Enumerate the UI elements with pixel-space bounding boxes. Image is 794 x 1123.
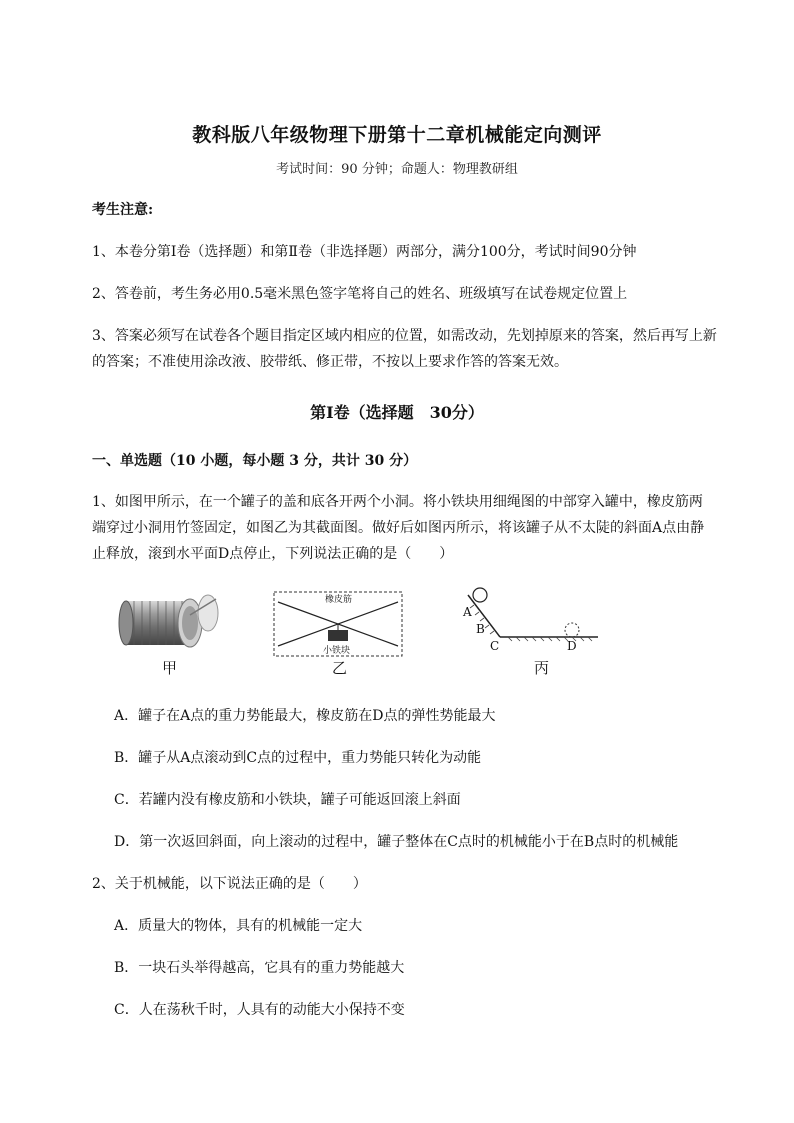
can-figure <box>112 585 232 655</box>
question-2-option-c[interactable]: C．人在荡秋千时，人具有的动能大小保持不变 <box>114 1002 405 1018</box>
point-a-label: A <box>463 605 472 619</box>
point-d-label: D <box>567 639 577 653</box>
figure-label-yi: 乙 <box>332 659 348 677</box>
figure-label-bing: 丙 <box>534 659 550 677</box>
notice-item: 2、答卷前，考生务必用0.5毫米黑色签字笔将自己的姓名、班级填写在试卷规定位置上 <box>92 286 628 302</box>
question-1-line: 端穿过小洞用竹签固定，如图乙为其截面图。做好后如图丙所示，将该罐子从不太陡的斜面A点由静 <box>92 520 705 536</box>
question-1-line: 1、如图甲所示，在一个罐子的盖和底各开两个小洞。将小铁块用细绳图的中部穿入罐中，橡皮筋两 <box>92 494 703 510</box>
rubber-band-label: 橡皮筋 <box>325 595 353 605</box>
page-title: 教科版八年级物理下册第十二章机械能定向测评 <box>192 124 602 146</box>
iron-block-label: 小铁块 <box>323 646 351 656</box>
section-title: 第Ⅰ卷（选择题 30分） <box>310 403 484 422</box>
slope-figure <box>456 585 606 657</box>
question-1-line: 止释放，滚到水平面D点停止，下列说法正确的是（ ） <box>92 546 454 562</box>
question-1-option-c[interactable]: C．若罐内没有橡皮筋和小铁块，罐子可能返回滚上斜面 <box>114 792 461 808</box>
question-1-figures <box>112 585 612 685</box>
part-title: 一、单选题（10 小题，每小题 3 分，共计 30 分） <box>92 453 418 469</box>
notice-item: 1、本卷分第Ⅰ卷（选择题）和第Ⅱ卷（非选择题）两部分，满分100分，考试时间90分钟 <box>92 244 637 260</box>
question-1-option-d[interactable]: D．第一次返回斜面，向上滚动的过程中，罐子整体在C点时的机械能小于在B点时的机械能 <box>114 834 679 850</box>
point-b-label: B <box>476 622 485 636</box>
notice-item: 3、答案必须写在试卷各个题目指定区域内相应的位置，如需改动，先划掉原来的答案，然后再写上新 <box>92 328 717 344</box>
question-2-option-b[interactable]: B．一块石头举得越高，它具有的重力势能越大 <box>114 960 405 976</box>
point-c-label: C <box>490 639 500 653</box>
notice-item: 的答案；不准使用涂改液、胶带纸、修正带，不按以上要求作答的答案无效。 <box>92 354 568 370</box>
question-1-option-b[interactable]: B．罐子从A点滚动到C点的过程中，重力势能只转化为动能 <box>114 750 482 766</box>
question-1-option-a[interactable]: A．罐子在A点的重力势能最大，橡皮筋在D点的弹性势能最大 <box>114 708 496 724</box>
notice-heading: 考生注意: <box>92 202 154 218</box>
question-2-option-a[interactable]: A．质量大的物体，具有的机械能一定大 <box>114 918 363 934</box>
figure-label-jia: 甲 <box>162 659 178 677</box>
question-2-line: 2、关于机械能，以下说法正确的是（ ） <box>92 876 367 892</box>
exam-info: 考试时间：90 分钟；命题人：物理教研组 <box>276 162 518 177</box>
